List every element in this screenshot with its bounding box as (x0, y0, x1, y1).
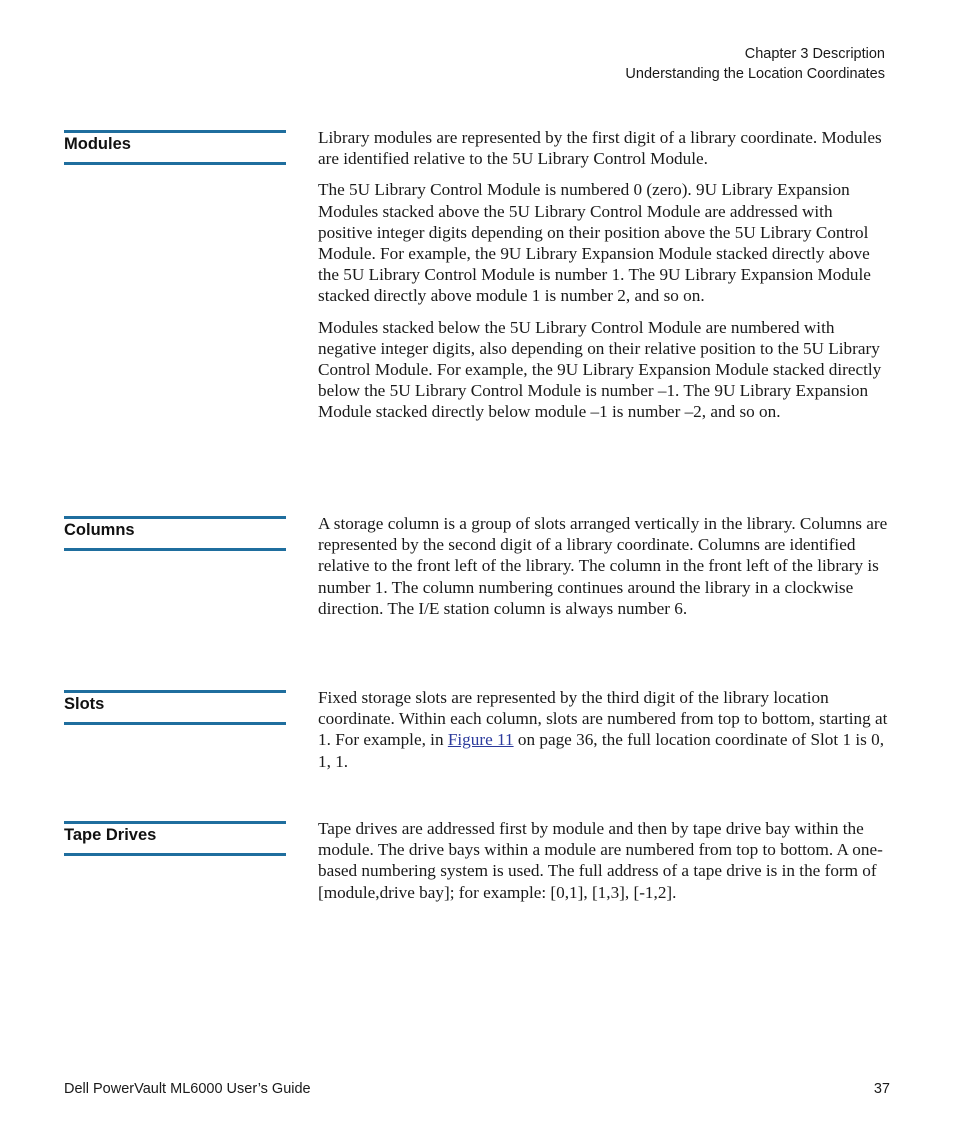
running-header (625, 44, 885, 84)
paragraph: A storage column is a group of slots arranged vertically in the library. Columns are represented by the second digit of a library coordinate. Columns are identified relative to the front left of the library. The column in the front left of the library is number 1. The column numbering continues around the library in a clockwise direction. The I/E station column is always number 6. (318, 514, 888, 618)
paragraph: Library modules are represented by the first digit of a library coordinate. Modules are identified relative to the 5U Library Control Module. (318, 128, 882, 169)
section-label: Understanding the Location Coordinates (625, 66, 885, 82)
section-body (318, 513, 890, 629)
page-footer (64, 1081, 890, 1097)
section-heading: Modules (64, 130, 286, 165)
figure-11-link[interactable]: Figure 11 (447, 730, 514, 750)
paragraph-text: on page 36, the full location coordinate of Slot 1 is 0, 1, 1. (318, 730, 884, 771)
section-body (318, 687, 890, 782)
section-body (318, 818, 890, 913)
paragraph: Tape drives are addressed first by module and then by tape drive bay within the module. The drive bays within a module are numbered from top to bottom. A one-based numbering system is used. The full address of a tape drive is in the form of [module,drive bay]; for example: [0,1], [1,3], [-1,2]. (318, 819, 883, 902)
section-heading: Columns (64, 516, 286, 551)
paragraph-text: Fixed storage slots are represented by the third digit of the library location coordinate. Within each column, slots are numbered from top to bottom, starting at 1. For example, in (318, 688, 888, 750)
chapter-label: Chapter 3 Description (744, 46, 885, 62)
section-body (318, 127, 890, 433)
page-number: 37 (873, 1081, 890, 1097)
paragraph: Modules stacked below the 5U Library Control Module are numbered with negative integer digits, also depending on their relative position to the 5U Library Control Module. For example, the 9U Library Expansion Module stacked directly below the 5U Library Control Module is number –1. The 9U Library Expansion Module stacked directly below module –1 is number –2, and so on. (318, 317, 882, 422)
paragraph: The 5U Library Control Module is numbered 0 (zero). 9U Library Expansion Modules stacked above the 5U Library Control Module are addressed with positive integer digits depending on their position above the 5U Library Control Module. For example, the 9U Library Expansion Module stacked directly above the 5U Library Control Module is number 1. The 9U Library Expansion Module stacked directly above module 1 is number 2, and so on. (318, 180, 871, 306)
guide-title: Dell PowerVault ML6000 User’s Guide (64, 1081, 311, 1097)
paragraph (318, 687, 890, 772)
section-heading: Tape Drives (64, 821, 286, 856)
section-heading: Slots (64, 690, 286, 725)
